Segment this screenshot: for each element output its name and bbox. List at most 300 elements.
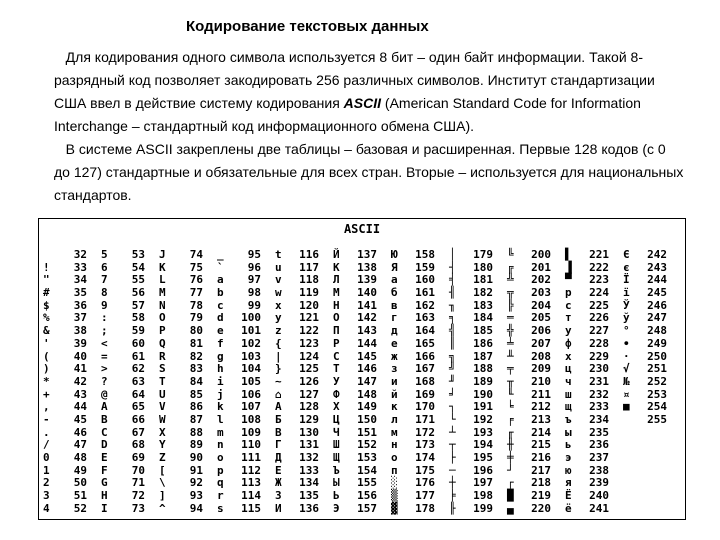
ascii-code: 84 [189,374,203,388]
ascii-code: 250 [647,349,667,363]
ascii-code: 79 [189,311,203,325]
ascii-code: 244 [647,273,667,287]
ascii-code: 133 [299,463,319,477]
ascii-char: ▒ [391,489,398,503]
ascii-code: 153 [357,451,377,464]
ascii-code: 200 [531,248,551,261]
ascii-char: ║ [449,336,456,350]
ascii-code: 130 [299,425,319,439]
paragraph-2-text: В системе ASCII закреплены две таблицы – базовая и расширенная. Первые 128 кодов (с 0 до 127) стандартные и обязательные для всех стран. Вторые – используется для национальных стандартов. [54,141,684,203]
ascii-code: 122 [299,324,319,338]
ascii-code: 140 [357,286,377,300]
ascii-code: 192 [473,412,493,426]
ascii-char: щ [565,400,572,414]
ascii-char: F [101,463,108,477]
ascii-char: Л [333,273,340,287]
ascii-code: 91 [189,463,203,477]
ascii-code: 150 [357,412,377,426]
ascii-char: ∙ [623,336,630,350]
ascii-code-column [347,249,377,515]
ascii-code: 254 [647,400,667,414]
ascii-code: 151 [357,425,377,439]
ascii-code: 48 [73,451,87,464]
ascii-char: ╥ [507,374,514,388]
ascii-code: 229 [589,349,609,363]
ascii-char: \ [159,476,166,490]
ascii-code: 251 [647,362,667,376]
ascii-char-column [507,249,521,515]
ascii-char: % [43,311,50,325]
ascii-char: ▓ [391,501,398,515]
ascii-table [38,218,686,520]
ascii-char: ] [159,489,166,503]
ascii-char: > [101,362,108,376]
ascii-term: ASCII [343,95,382,111]
ascii-code: 168 [415,374,435,388]
ascii-char-column [391,249,405,515]
ascii-char: ╠ [507,298,514,312]
ascii-char: b [217,286,224,300]
ascii-code: 113 [241,476,261,490]
ascii-code: 167 [415,362,435,376]
ascii-code: 89 [189,438,203,452]
ascii-code: 219 [531,489,551,503]
ascii-code: 86 [189,400,203,414]
ascii-code: 246 [647,298,667,312]
ascii-char: Ш [333,438,340,452]
ascii-char: ° [623,324,630,338]
ascii-char: ■ [623,400,630,414]
ascii-char: a [217,273,224,287]
ascii-char: П [333,324,340,338]
ascii-char: Є [623,248,630,261]
ascii-char: ў [623,311,630,325]
ascii-char: У [333,374,340,388]
ascii-char: Ц [333,412,340,426]
ascii-code: 82 [189,349,203,363]
ascii-code: 99 [247,298,261,312]
ascii-char: ╘ [507,400,514,414]
ascii-char: р [565,286,572,300]
ascii-code: 190 [473,387,493,401]
ascii-char: В [275,425,282,439]
ascii-code: 34 [73,273,87,287]
ascii-char: 8 [101,286,108,300]
ascii-char: L [159,273,166,287]
ascii-char: X [159,425,166,439]
ascii-char: p [217,463,224,477]
ascii-code: 44 [73,400,87,414]
ascii-code: 247 [647,311,667,325]
ascii-code: 249 [647,336,667,350]
ascii-char: Д [275,451,282,464]
ascii-code: 136 [299,501,319,515]
ascii-code: 159 [415,260,435,274]
ascii-code: 112 [241,463,261,477]
ascii-char: ┤ [449,260,456,274]
ascii-char: З [275,489,282,503]
ascii-char: N [159,298,166,312]
ascii-char: ╢ [449,286,456,300]
ascii-code: 135 [299,489,319,503]
ascii-char: ы [565,425,572,439]
ascii-char: ╪ [507,451,514,464]
ascii-code: 61 [131,349,145,363]
ascii-char: Ы [333,476,340,490]
ascii-code: 73 [131,501,145,515]
ascii-char: ╔ [507,260,514,274]
ascii-code: 160 [415,273,435,287]
ascii-code: 69 [131,451,145,464]
ascii-char: ╙ [507,387,514,401]
ascii-char: а [391,273,398,287]
ascii-code: 203 [531,286,551,300]
ascii-code: 187 [473,349,493,363]
paragraph-1-part-a: Для кодирования одного символа используется 8 бит – один байт информации. Такой 8-разрядный код позволяет закодировать 256 различных символов. Институт стандартизации США ввел в действие систему кодирования [54,49,655,111]
ascii-char: Ї [623,273,630,287]
ascii-char: ' [43,336,50,350]
ascii-char: ⌂ [275,387,282,401]
ascii-char: P [159,324,166,338]
ascii-char: № [623,374,630,388]
ascii-code: 220 [531,501,551,515]
ascii-char: √ [623,362,630,376]
ascii-code: 117 [299,260,319,274]
ascii-char: █ [507,489,514,503]
ascii-char: · [623,349,630,363]
ascii-char: G [101,476,108,490]
ascii-char: 2 [43,476,50,490]
ascii-char: г [391,311,398,325]
ascii-code: 38 [73,324,87,338]
ascii-code: 208 [531,349,551,363]
ascii-code: 131 [299,438,319,452]
ascii-code: 42 [73,374,87,388]
ascii-code: 93 [189,489,203,503]
ascii-code: 50 [73,476,87,490]
ascii-code-column [289,249,319,515]
ascii-char: я [565,476,572,490]
ascii-code: 98 [247,286,261,300]
ascii-code: 103 [241,349,261,363]
ascii-code-column [231,249,261,515]
ascii-code: 33 [73,260,87,274]
ascii-char: ) [43,362,50,376]
ascii-code: 59 [131,324,145,338]
ascii-code: 49 [73,463,87,477]
ascii-code: 118 [299,273,319,287]
ascii-char: є [623,260,630,274]
ascii-char: о [391,451,398,464]
ascii-code: 95 [247,248,261,261]
ascii-char: . [43,425,50,439]
ascii-char: ` [217,260,224,274]
ascii-code: 178 [415,501,435,515]
ascii-code: 101 [241,324,261,338]
ascii-char: Е [275,463,282,477]
ascii-code-column [173,249,203,515]
ascii-char: # [43,286,50,300]
ascii-code: 65 [131,400,145,414]
ascii-char: Ь [333,489,340,503]
ascii-char: ╬ [507,324,514,338]
ascii-code: 193 [473,425,493,439]
ascii-char: э [565,451,572,464]
ascii-code: 174 [415,451,435,464]
ascii-char [43,249,57,262]
ascii-char: К [333,260,340,274]
ascii-char: Ч [333,425,340,439]
ascii-code: 53 [131,248,145,261]
ascii-char: Ў [623,298,630,312]
ascii-char: ╧ [507,336,514,350]
ascii-code: 237 [589,451,609,464]
ascii-code: 107 [241,400,261,414]
ascii-code: 63 [131,374,145,388]
ascii-char-column [43,249,57,515]
ascii-char: 3 [43,489,50,503]
ascii-code: 120 [299,298,319,312]
ascii-char: ї [623,286,630,300]
ascii-code: 137 [357,248,377,261]
ascii-code: 213 [531,412,551,426]
ascii-char: т [565,311,572,325]
ascii-char: ╖ [449,298,456,312]
ascii-char: ╝ [449,362,456,376]
ascii-code: 77 [189,286,203,300]
ascii-code: 52 [73,501,87,515]
ascii-code: 186 [473,336,493,350]
ascii-code: 143 [357,324,377,338]
ascii-code: 144 [357,336,377,350]
ascii-char: ё [565,501,572,515]
ascii-code: 211 [531,387,551,401]
ascii-char-column [217,249,231,515]
ascii-code-column [405,249,435,515]
ascii-code: 228 [589,336,609,350]
ascii-char: ▀ [565,273,572,287]
ascii-code: 75 [189,260,203,274]
ascii-code: 209 [531,362,551,376]
ascii-char: * [43,374,50,388]
ascii-code: 185 [473,324,493,338]
ascii-code: 97 [247,273,261,287]
ascii-code: 71 [131,476,145,490]
ascii-code-column [637,249,667,427]
ascii-char: A [101,400,108,414]
ascii-code: 43 [73,387,87,401]
ascii-code: 111 [241,451,261,464]
ascii-char: ╣ [449,324,456,338]
ascii-code: 146 [357,362,377,376]
ascii-code: 57 [131,298,145,312]
ascii-char: ╚ [507,248,514,261]
ascii-code: 194 [473,438,493,452]
ascii-code: 67 [131,425,145,439]
ascii-code: 36 [73,298,87,312]
ascii-char-column [623,249,637,427]
ascii-code: 235 [589,425,609,439]
ascii-code: 248 [647,324,667,338]
ascii-char: п [391,463,398,477]
ascii-char: Q [159,336,166,350]
ascii-code: 230 [589,362,609,376]
ascii-char: ( [43,349,50,363]
ascii-char: ┬ [449,438,456,452]
ascii-code: 179 [473,248,493,261]
ascii-code: 162 [415,298,435,312]
ascii-char: E [101,451,108,464]
ascii-code: 243 [647,260,667,274]
ascii-code: 236 [589,438,609,452]
ascii-char-column [159,249,173,515]
ascii-code: 184 [473,311,493,325]
ascii-char: │ [449,248,456,261]
ascii-code: 207 [531,336,551,350]
ascii-code: 94 [189,501,203,515]
ascii-char: ┌ [507,476,514,490]
ascii-char: { [275,336,282,350]
ascii-char: Ё [565,489,572,503]
ascii-code: 88 [189,425,203,439]
ascii-char: M [159,286,166,300]
ascii-char: n [217,438,224,452]
ascii-char: v [275,273,282,287]
ascii-char: ╞ [449,489,456,503]
body-text [54,46,684,207]
ascii-code: 41 [73,362,87,376]
ascii-code: 165 [415,336,435,350]
ascii-char: ╡ [449,273,456,287]
ascii-char: = [101,349,108,363]
ascii-char: ╕ [449,311,456,325]
ascii-code: 223 [589,273,609,287]
ascii-code: 218 [531,476,551,490]
ascii-char: 1 [43,463,50,477]
ascii-char: x [275,298,282,312]
ascii-code: 47 [73,438,87,452]
ascii-char: и [391,374,398,388]
ascii-code: 189 [473,374,493,388]
ascii-char: ! [43,260,50,274]
ascii-char: < [101,336,108,350]
ascii-char: х [565,349,572,363]
ascii-char: 7 [101,273,108,287]
ascii-char: д [391,324,398,338]
ascii-char: ░ [391,476,398,490]
ascii-code: 74 [189,248,203,261]
ascii-char: у [565,324,572,338]
ascii-code: 37 [73,311,87,325]
ascii-char: Р [333,336,340,350]
ascii-code: 109 [241,425,261,439]
ascii-code: 242 [647,248,667,261]
ascii-char: $ [43,298,50,312]
ascii-char: j [217,387,224,401]
ascii-code: 92 [189,476,203,490]
ascii-char: Ю [391,248,398,261]
ascii-code: 114 [241,489,261,503]
ascii-code: 175 [415,463,435,477]
ascii-code: 102 [241,336,261,350]
ascii-code: 139 [357,273,377,287]
ascii-char: ╩ [507,273,514,287]
ascii-char: l [217,412,224,426]
ascii-char: - [43,412,50,426]
ascii-char: I [101,501,108,515]
ascii-code: 191 [473,400,493,414]
ascii-char: ┐ [449,400,456,414]
ascii-char: q [217,476,224,490]
ascii-code: 119 [299,286,319,300]
ascii-code: 104 [241,362,261,376]
ascii-char: ф [565,336,572,350]
ascii-code: 169 [415,387,435,401]
ascii-code: 138 [357,260,377,274]
ascii-char: g [217,349,224,363]
ascii-char: ╗ [449,349,456,363]
ascii-char: W [159,412,166,426]
ascii-code: 210 [531,374,551,388]
ascii-char: ¤ [623,387,630,401]
ascii-char: Т [333,362,340,376]
ascii-code: 240 [589,489,609,503]
ascii-code: 206 [531,324,551,338]
ascii-char: & [43,324,50,338]
ascii-code: 64 [131,387,145,401]
ascii-code: 241 [589,501,609,515]
ascii-char: Г [275,438,282,452]
ascii-char: Ф [333,387,340,401]
ascii-char: С [333,349,340,363]
ascii-code: 87 [189,412,203,426]
ascii-char: с [565,298,572,312]
ascii-char: И [275,501,282,515]
ascii-char: Х [333,400,340,414]
ascii-char: ╜ [449,374,456,388]
ascii-code: 62 [131,362,145,376]
ascii-code: 225 [589,298,609,312]
ascii-table-title: ASCII [343,222,381,236]
ascii-char: 5 [101,248,108,261]
ascii-code: 239 [589,476,609,490]
ascii-char: 6 [101,260,108,274]
ascii-char: ч [565,374,572,388]
ascii-char: 0 [43,451,50,464]
ascii-char: R [159,349,166,363]
ascii-char: D [101,438,108,452]
ascii-char: ╛ [449,387,456,401]
ascii-code: 196 [473,463,493,477]
ascii-code: 199 [473,501,493,515]
ascii-char: ╦ [507,286,514,300]
ascii-char: } [275,362,282,376]
ascii-code: 142 [357,311,377,325]
ascii-char: ╟ [449,501,456,515]
ascii-code: 173 [415,438,435,452]
ascii-code: 106 [241,387,261,401]
ascii-char: ▄ [507,501,514,515]
ascii-code: 166 [415,349,435,363]
ascii-code: 172 [415,425,435,439]
ascii-code: 163 [415,311,435,325]
ascii-code: 134 [299,476,319,490]
ascii-code: 124 [299,349,319,363]
ascii-char: ; [101,324,108,338]
ascii-code: 216 [531,451,551,464]
ascii-char: н [391,438,398,452]
ascii-code: 170 [415,400,435,414]
